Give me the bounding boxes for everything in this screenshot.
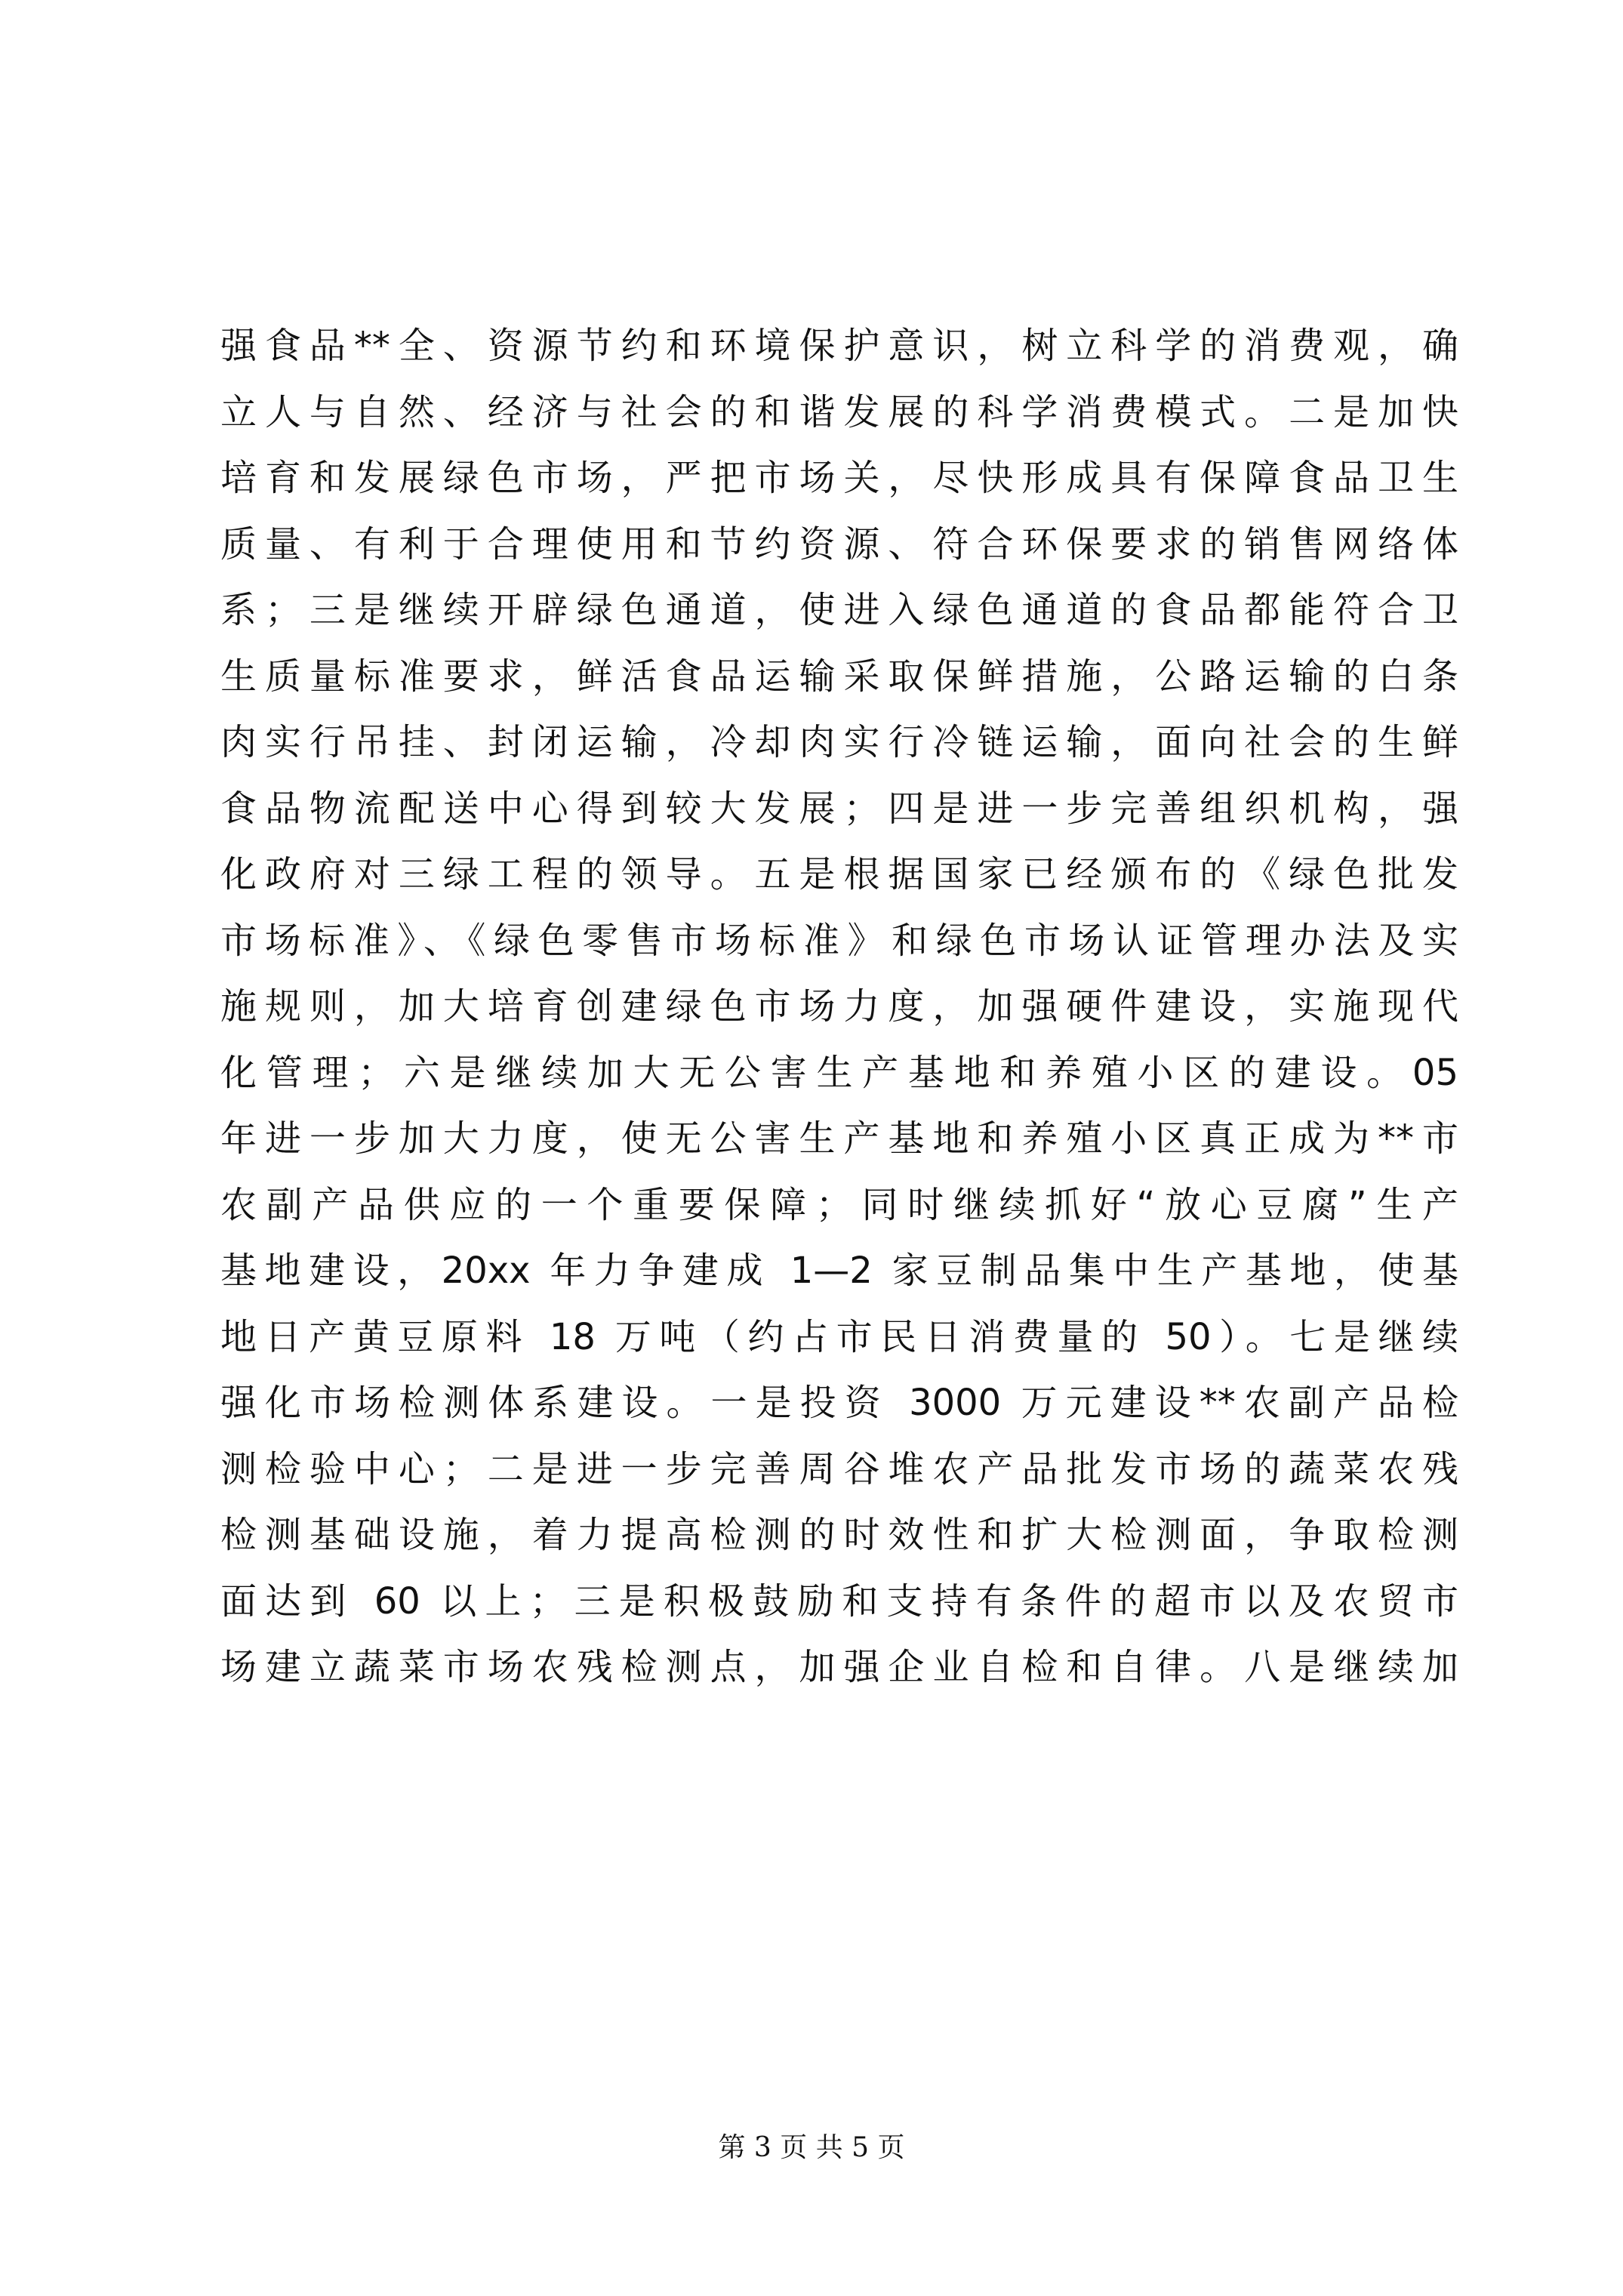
body-text: [220, 313, 1458, 1701]
text-line: 测检验中心；二是进一步完善周谷堆农产品批发市场的蔬菜农残: [220, 1447, 1458, 1490]
text-line: 化政府对三绿工程的领导。五是根据国家已经颁布的《绿色批发: [220, 853, 1458, 895]
text-line: 立人与自然、经济与社会的和谐发展的科学消费模式。二是加快: [220, 390, 1458, 433]
text-line: 检测基础设施，着力提高检测的时效性和扩大检测面，争取检测: [220, 1514, 1458, 1556]
text-line: 生质量标准要求，鲜活食品运输采取保鲜措施，公路运输的白条: [220, 655, 1458, 698]
page-footer: 第 3 页 共 5 页: [718, 2132, 905, 2163]
text-line: 农副产品供应的一个重要保障；同时继续抓好“放心豆腐”生产: [220, 1183, 1458, 1226]
text-line: 年进一步加大力度，使无公害生产基地和养殖小区真正成为**市: [220, 1117, 1458, 1160]
text-line: 质量、有利于合理使用和节约资源、符合环保要求的销售网络体: [220, 522, 1458, 566]
text-line: 强食品**全、资源节约和环境保护意识，树立科学的消费观，确: [220, 325, 1458, 367]
text-line: 场建立蔬菜市场农残检测点，加强企业自检和自律。八是继续加: [220, 1646, 1458, 1688]
text-line: 系；三是继续开辟绿色通道，使进入绿色通道的食品都能符合卫: [220, 589, 1458, 631]
text-line: 强化市场检测体系建设。一是投资 3000 万元建设**农副产品检: [220, 1382, 1458, 1424]
text-line: 面达到 60 以上；三是积极鼓励和支持有条件的超市以及农贸市: [220, 1579, 1458, 1623]
text-line: 基地建设，20xx 年力争建成 1—2 家豆制品集中生产基地，使基: [220, 1250, 1458, 1292]
text-line: 化管理；六是继续加大无公害生产基地和养殖小区的建设。05: [220, 1051, 1458, 1094]
text-line: 地日产黄豆原料 18 万吨（约占市民日消费量的 50）。七是继续: [220, 1315, 1458, 1358]
text-line: 食品物流配送中心得到较大发展；四是进一步完善组织机构，强: [220, 787, 1458, 830]
text-line: 培育和发展绿色市场，严把市场关，尽快形成具有保障食品卫生: [220, 457, 1458, 499]
text-line: 施规则，加大培育创建绿色市场力度，加强硬件建设，实施现代: [220, 985, 1458, 1028]
text-line: 市场标准》、《绿色零售市场标准》和绿色市场认证管理办法及实: [220, 919, 1458, 962]
text-line: 肉实行吊挂、封闭运输，冷却肉实行冷链运输，面向社会的生鲜: [220, 721, 1458, 763]
